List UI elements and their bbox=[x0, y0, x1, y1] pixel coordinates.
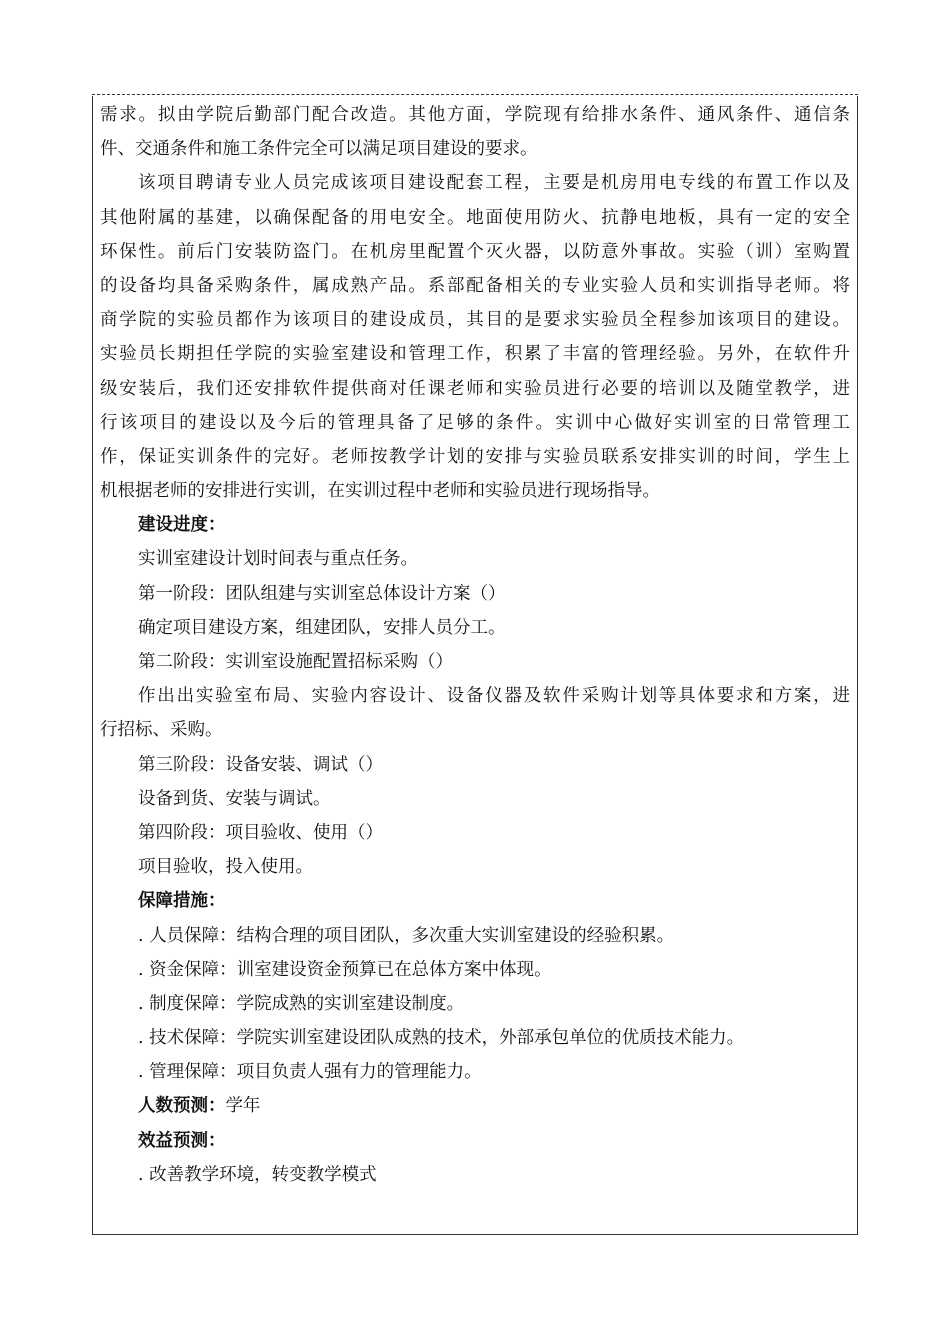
paragraph-line: 件、交通条件和施工条件完全可以满足项目建设的要求。 bbox=[100, 139, 538, 160]
enrollment-heading: 人数预测： bbox=[138, 1096, 226, 1117]
stage-4-title: 第四阶段：项目验收、使用（） bbox=[138, 822, 383, 843]
paragraph-line: 环保性。前后门安装防盗门。在机房里配置个灭火器，以防意外事故。实验（训）室购置 bbox=[100, 241, 850, 262]
guarantee-item: . 资金保障：训室建设资金预算已在总体方案中体现。 bbox=[138, 959, 552, 980]
benefit-heading: 效益预测： bbox=[138, 1130, 226, 1151]
stage-2-desc: 作出出实验室布局、实验内容设计、设备仪器及软件采购计划等具体要求和方案，进 bbox=[138, 686, 850, 707]
schedule-intro: 实训室建设计划时间表与重点任务。 bbox=[138, 549, 418, 570]
benefit-item: . 改善教学环境，转变教学模式 bbox=[138, 1164, 377, 1185]
paragraph-line: 需求。拟由学院后勤部门配合改造。其他方面，学院现有给排水条件、通风条件、通信条 bbox=[100, 105, 850, 125]
paragraph-line: 该项目聘请专业人员完成该项目建设配套工程，主要是机房用电专线的布置工作以及 bbox=[138, 173, 850, 194]
top-dashed-border bbox=[92, 94, 858, 95]
guarantee-item: . 管理保障：项目负责人强有力的管理能力。 bbox=[138, 1062, 482, 1083]
paragraph-line: 作，保证实训条件的完好。老师按教学计划的安排与实验员联系安排实训的时间，学生上 bbox=[100, 446, 850, 467]
paragraph-line: 商学院的实验员都作为该项目的建设成员，其目的是要求实验员全程参加该项目的建设。 bbox=[100, 310, 850, 331]
stage-2-desc-cont: 行招标、采购。 bbox=[100, 720, 223, 741]
paragraph-line: 实验员长期担任学院的实验室建设和管理工作，积累了丰富的管理经验。另外，在软件升 bbox=[100, 344, 850, 365]
stage-3-title: 第三阶段：设备安装、调试（） bbox=[138, 754, 383, 775]
guarantee-item: . 人员保障：结构合理的项目团队，多次重大实训室建设的经验积累。 bbox=[138, 925, 675, 946]
guarantee-item: . 制度保障：学院成熟的实训室建设制度。 bbox=[138, 993, 465, 1014]
paragraph-line: 行该项目的建设以及今后的管理具备了足够的条件。实训中心做好实训室的日常管理工 bbox=[100, 412, 850, 433]
paragraph-line: 级安装后，我们还安排软件提供商对任课老师和实验员进行必要的培训以及随堂教学，进 bbox=[100, 378, 850, 399]
guarantee-item: . 技术保障：学院实训室建设团队成熟的技术，外部承包单位的优质技术能力。 bbox=[138, 1028, 745, 1049]
stage-4-desc: 项目验收，投入使用。 bbox=[138, 857, 313, 878]
stage-3-desc: 设备到货、安装与调试。 bbox=[138, 788, 331, 809]
paragraph-line: 的设备均具备采购条件，属成熟产品。系部配备相关的专业实验人员和实训指导老师。将 bbox=[100, 275, 850, 296]
guarantee-heading: 保障措施： bbox=[138, 891, 226, 912]
paragraph-line: 其他附属的基建，以确保配备的用电安全。地面使用防火、抗静电地板，具有一定的安全 bbox=[100, 207, 850, 228]
stage-1-title: 第一阶段：团队组建与实训室总体设计方案（） bbox=[138, 583, 506, 604]
schedule-heading: 建设进度： bbox=[138, 515, 226, 536]
enrollment-line bbox=[100, 1089, 850, 1123]
paragraph-line: 机根据老师的安排进行实训，在实训过程中老师和实验员进行现场指导。 bbox=[100, 481, 660, 502]
document-body bbox=[100, 98, 850, 1192]
stage-1-desc: 确定项目建设方案，组建团队，安排人员分工。 bbox=[138, 617, 506, 638]
enrollment-value: 学年 bbox=[225, 1096, 261, 1117]
stage-2-title: 第二阶段：实训室设施配置招标采购（） bbox=[138, 652, 453, 672]
